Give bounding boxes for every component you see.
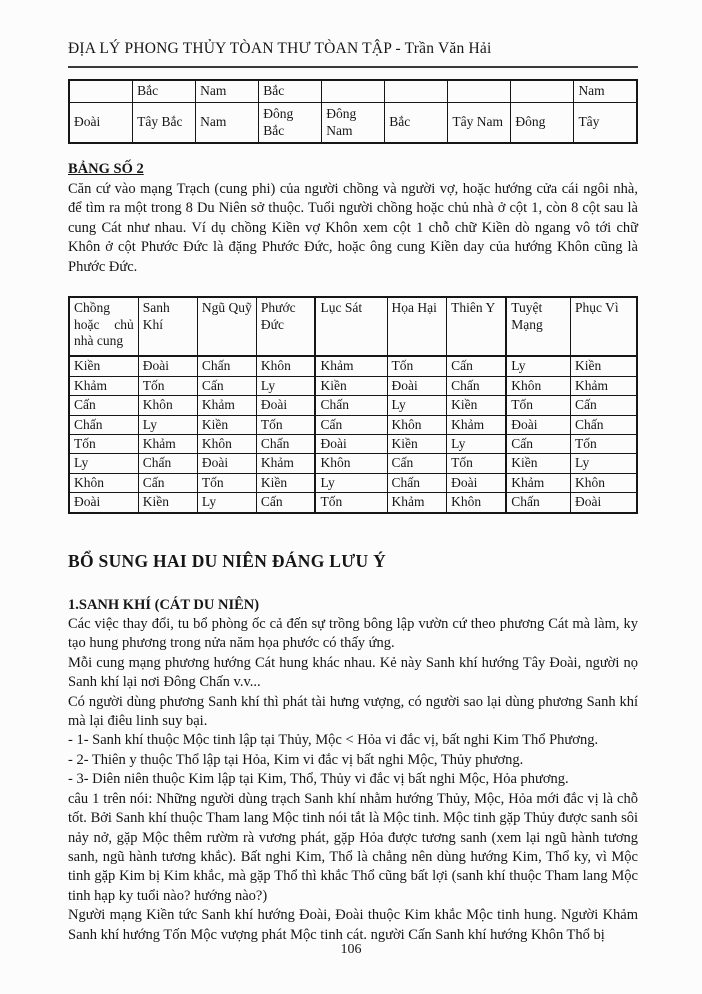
table-row <box>69 454 637 473</box>
table-cell: Tốn <box>387 356 447 376</box>
table-cell: Chấn <box>69 415 138 434</box>
table-cell: Đông Bắc <box>259 103 322 144</box>
table-cell: Đoài <box>69 493 138 513</box>
table-cell: Cấn <box>69 396 138 415</box>
table-cell: Đoài <box>506 415 570 434</box>
column-header: Ngũ Quỹ <box>197 297 256 356</box>
table-cell: Khảm <box>197 396 256 415</box>
subsection-heading: 1.SANH KHÍ (CÁT DU NIÊN) <box>68 596 260 613</box>
page-number: 106 <box>340 942 362 957</box>
orientation-table <box>68 79 638 144</box>
table-cell: Ly <box>506 356 570 376</box>
table-cell: Đoài <box>447 473 507 492</box>
table-cell: Cấn <box>256 493 315 513</box>
table-cell: Đoài <box>570 493 637 513</box>
table-cell: Đoài <box>256 396 315 415</box>
body-paragraph: câu 1 trên nói: Những người dùng trạch Sanh khí nhằm hướng Thủy, Mộc, Hỏa mới đắc vị là chỗ tốt. Bởi Sanh khí thuộc Tham lang Mộc tinh nói tắt là Mộc tinh. Mộc tinh gặp Thủy được sanh sôi nảy nở, gặp Mộc thêm rườm rà vương phát, gặp Hỏa được tương sanh (xem lại ngũ hành tương sanh, ngũ hành tương khắc). Bất nghi Kim, Thổ là chẳng nên dùng hướng Kim, Thổ ky, vì Mộc tinh gặp Kim bị Kim khắc, mà gặp Thổ thì khắc Thổ cũng bất lợi (sanh khí thuộc Tham lang Mộc tinh hạp ky tuổi nào? hướng nào?) <box>68 790 638 904</box>
table-cell: Đoài <box>138 356 197 376</box>
table-cell: Bắc <box>133 80 196 103</box>
table-cell: Ly <box>570 454 637 473</box>
table-cell: Nam <box>196 80 259 103</box>
table-cell: Kiền <box>197 415 256 434</box>
body-paragraph: Có người dùng phương Sanh khí thì phát tài hưng vượng, có người sao lại dùng phương Sanh khí mà lại điêu linh suy bại. <box>68 693 638 729</box>
table-row <box>69 415 637 434</box>
column-header: Lục Sát <box>315 297 387 356</box>
table-cell: Kiền <box>447 396 507 415</box>
body-paragraph: - 1- Sanh khí thuộc Mộc tinh lập tại Thủy, Mộc < Hỏa vi đắc vị, bất nghi Kim Thổ Phương. <box>68 732 599 749</box>
table-row <box>69 376 637 395</box>
orientation-table-body <box>69 80 637 143</box>
table-cell: Đông Nam <box>322 103 385 144</box>
table-cell: Ly <box>447 434 507 453</box>
table-cell: Đoài <box>387 376 447 395</box>
header-divider <box>68 66 638 68</box>
table-cell: Khảm <box>570 376 637 395</box>
body-paragraph: Các việc thay đổi, tu bổ phòng ốc cả đến sự trồng bông lập vườn cứ theo phương Cát mà làm, ky tạo hung phương trong nửa năm họa phước có thấy ứng. <box>68 615 638 652</box>
table-cell: Bắc <box>385 103 448 144</box>
table-cell: Kiền <box>69 356 138 376</box>
table-cell: Đông <box>511 103 574 144</box>
table-cell: Khảm <box>315 356 387 376</box>
table-cell: Khảm <box>447 415 507 434</box>
table-row <box>69 434 637 453</box>
column-header: Tuyệt Mạng <box>506 297 570 356</box>
table-cell: Khôn <box>447 493 507 513</box>
table-cell: Khảm <box>138 434 197 453</box>
table-cell: Khảm <box>69 376 138 395</box>
column-header: Phục Vì <box>570 297 637 356</box>
table-cell: Kiền <box>315 376 387 395</box>
table-cell: Khôn <box>197 434 256 453</box>
table-cell: Kiền <box>506 454 570 473</box>
table-cell: Khôn <box>69 473 138 492</box>
table-cell: Khảm <box>256 454 315 473</box>
table-row <box>69 473 637 492</box>
table-cell: Ly <box>69 454 138 473</box>
table-cell: Kiền <box>387 434 447 453</box>
table-cell: Khôn <box>315 454 387 473</box>
table-cell: Nam <box>574 80 637 103</box>
table-cell: Đoài <box>197 454 256 473</box>
body-paragraph: - 2- Thiên y thuộc Thổ lập tại Hỏa, Kim vi đắc vị bất nghi Mộc, Thủy phương. <box>68 751 524 768</box>
table-row <box>69 80 637 103</box>
body-paragraph: Người mạng Kiền tức Sanh khí hướng Đoài, Đoài thuộc Kim khắc Mộc tinh hung. Người Khảm Sanh khí hướng Tốn Mộc vượng phát Mộc tinh cát. người Cấn Sanh khí hướng Khôn Thổ bị <box>68 907 638 943</box>
table-cell: Ly <box>197 493 256 513</box>
intro-paragraph: Căn cứ vào mạng Trạch (cung phi) của người chồng và người vợ, hoặc hướng cửa cái ngôi nhà, để tìm ra một trong 8 Du Niên sở thuộc. Tuổi người chồng hoặc chủ nhà ở cột 1, còn 8 cột sau là cung Cát như nhau. Ví dụ chồng Kiền vợ Khôn xem cột 1 chỗ chữ Kiền dò ngang vô tới chữ Khôn ở cột Phước Đức là đặng Phước Đức, hoặc ông cung Kiền day của hướng Khôn cũng là Phước Đức. <box>68 181 638 275</box>
table-row <box>69 103 637 144</box>
column-header: Sanh Khí <box>138 297 197 356</box>
table-cell: Khôn <box>387 415 447 434</box>
table-cell: Khôn <box>138 396 197 415</box>
table-cell: Tây <box>574 103 637 144</box>
table-row <box>69 493 637 513</box>
table-cell: Bắc <box>259 80 322 103</box>
table-cell: Chấn <box>315 396 387 415</box>
table-cell <box>385 80 448 103</box>
book-title: ĐỊA LÝ PHONG THỦY TÒAN THƯ TÒAN TẬP - Trần Văn Hải <box>68 40 492 57</box>
table-cell: Ly <box>387 396 447 415</box>
body-paragraph: Mỗi cung mạng phương hướng Cát hung khác nhau. Kẻ này Sanh khí hướng Tây Đoài, người nọ Sanh khí lại nơi Đông Chấn v.v... <box>68 654 638 691</box>
column-header: Phước Đức <box>256 297 315 356</box>
table-cell: Cấn <box>197 376 256 395</box>
table-cell: Ly <box>315 473 387 492</box>
table-cell: Tây Bắc <box>133 103 196 144</box>
table-cell: Tây Nam <box>448 103 511 144</box>
table-cell: Đoài <box>315 434 387 453</box>
table-cell <box>69 80 133 103</box>
table-row <box>69 356 637 376</box>
table-cell: Chấn <box>256 434 315 453</box>
table-cell: Cấn <box>138 473 197 492</box>
table-cell: Cấn <box>315 415 387 434</box>
table-cell: Kiền <box>138 493 197 513</box>
table-cell: Ly <box>138 415 197 434</box>
table-cell <box>448 80 511 103</box>
column-header: Họa Hại <box>387 297 447 356</box>
table-cell: Khôn <box>506 376 570 395</box>
table-cell: Nam <box>196 103 259 144</box>
table-cell: Kiền <box>570 356 637 376</box>
table-cell: Tốn <box>315 493 387 513</box>
table-cell: Khảm <box>506 473 570 492</box>
table-header-row <box>69 297 637 356</box>
table-cell: Khảm <box>387 493 447 513</box>
table-cell: Cấn <box>447 356 507 376</box>
table-cell: Ly <box>256 376 315 395</box>
table-cell: Khôn <box>256 356 315 376</box>
body-paragraph: - 3- Diên niên thuộc Kim lập tại Kim, Thổ, Thủy vi đắc vị bất nghi Mộc, Hỏa phương. <box>68 771 569 788</box>
section-heading: BỔ SUNG HAI DU NIÊN ĐÁNG LƯU Ý <box>68 550 387 571</box>
table-cell: Chấn <box>570 415 637 434</box>
table-cell: Tốn <box>447 454 507 473</box>
table-cell: Tốn <box>197 473 256 492</box>
table-cell: Chấn <box>447 376 507 395</box>
table-cell: Chấn <box>138 454 197 473</box>
table-cell <box>322 80 385 103</box>
table-cell: Chấn <box>197 356 256 376</box>
table-cell: Tốn <box>570 434 637 453</box>
table-cell: Tốn <box>256 415 315 434</box>
table-cell <box>511 80 574 103</box>
table-cell: Cấn <box>570 396 637 415</box>
section-body <box>68 615 638 945</box>
table-cell: Khôn <box>570 473 637 492</box>
du-nien-table-head <box>69 297 637 356</box>
table-cell: Chấn <box>387 473 447 492</box>
table-cell: Cấn <box>506 434 570 453</box>
column-header: Thiên Y <box>447 297 507 356</box>
table-cell: Kiền <box>256 473 315 492</box>
table-cell: Tốn <box>69 434 138 453</box>
du-nien-table-body <box>69 356 637 513</box>
bang-so-2-heading: BẢNG SỐ 2 <box>68 161 144 177</box>
table-cell: Đoài <box>69 103 133 144</box>
table-cell: Chấn <box>506 493 570 513</box>
table-cell: Tốn <box>138 376 197 395</box>
du-nien-table <box>68 296 638 514</box>
table-cell: Tốn <box>506 396 570 415</box>
column-header: Chồng hoặc chủ nhà cung <box>69 297 138 356</box>
table-cell: Cấn <box>387 454 447 473</box>
table-row <box>69 396 637 415</box>
